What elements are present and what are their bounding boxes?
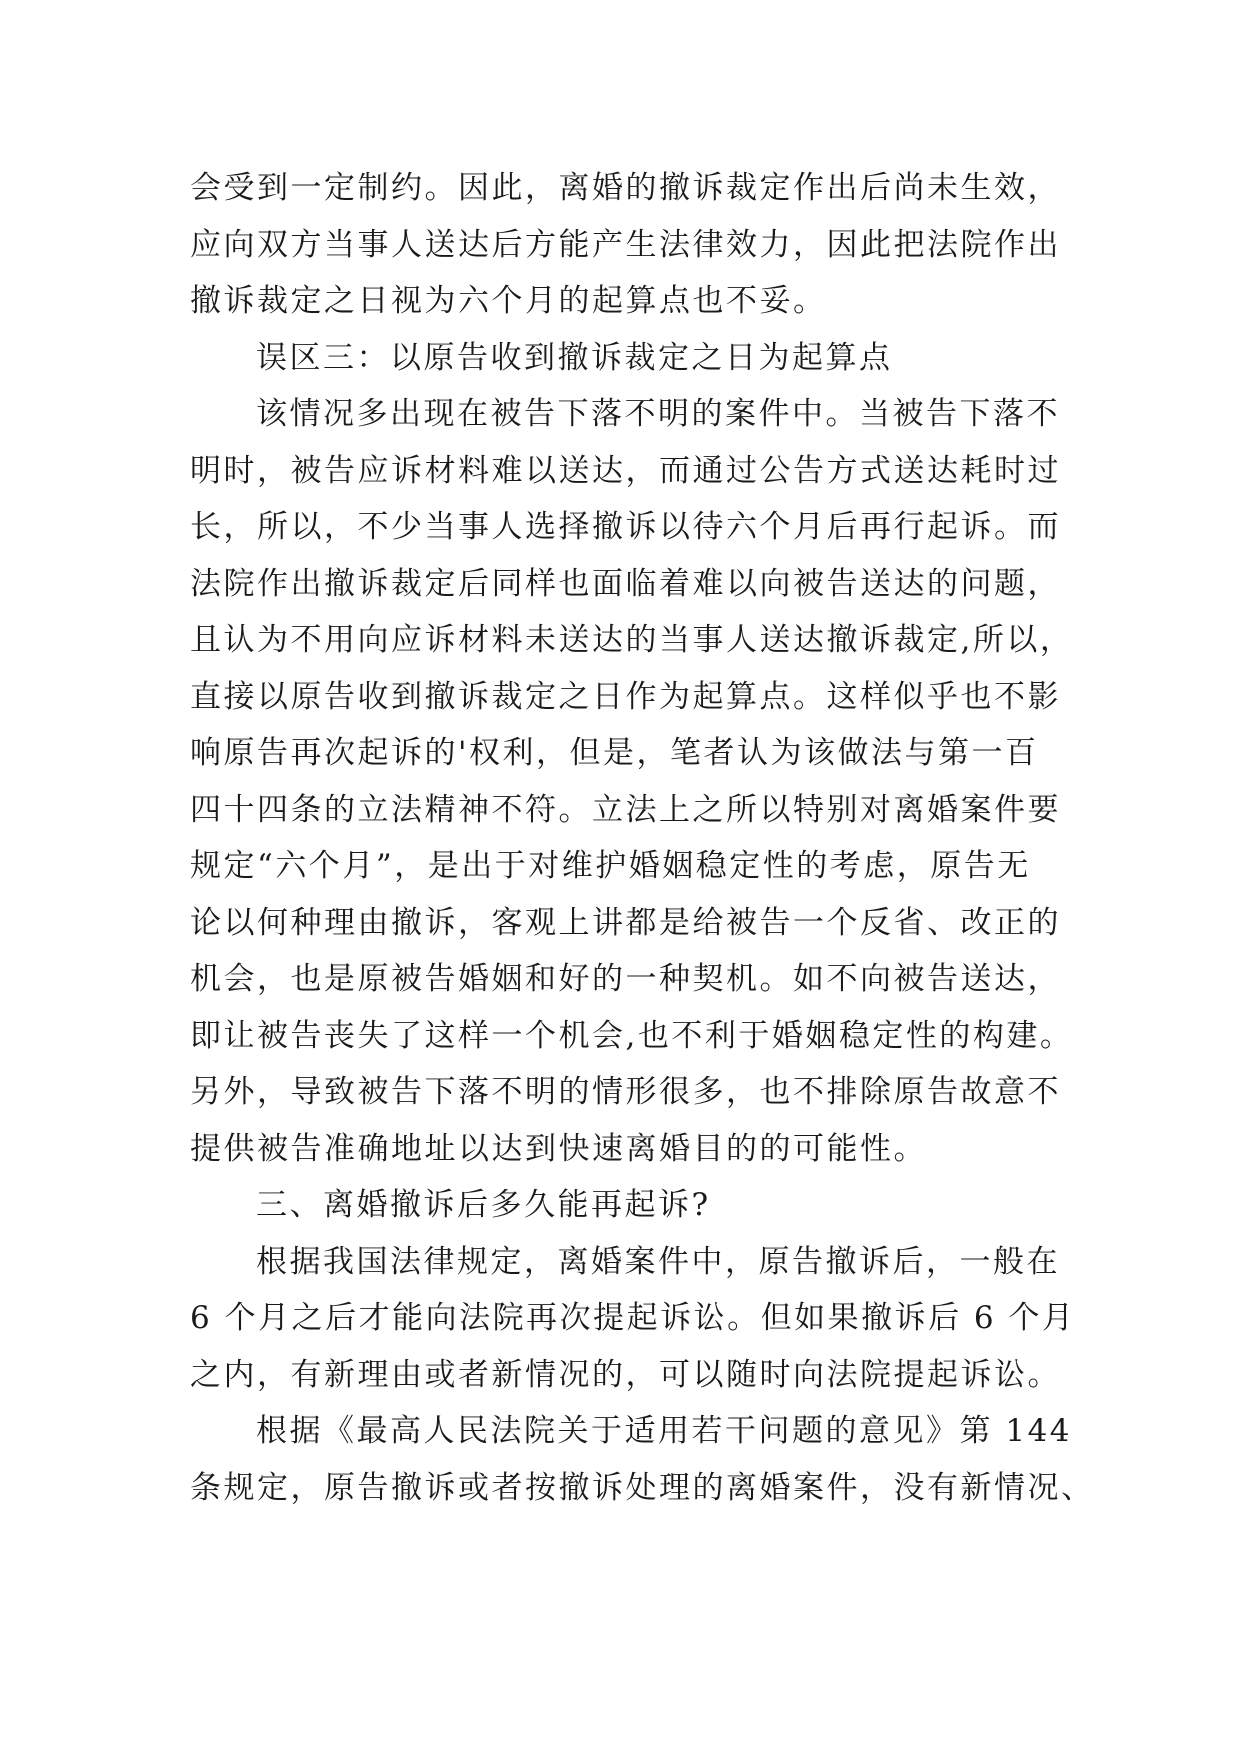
document-body xyxy=(190,160,1095,1516)
text-line: 直接以原告收到撤诉裁定之日作为起算点。这样似乎也不影 xyxy=(190,678,1061,715)
text-line: 且认为不用向应诉材料未送达的当事人送达撤诉裁定,所以， xyxy=(190,622,1074,658)
text-line: 该情况多出现在被告下落不明的案件中。当被告下落不 xyxy=(256,396,1060,432)
text-line: 条规定，原告撤诉或者按撤诉处理的离婚案件，没有新情况、 xyxy=(190,1469,1095,1506)
text-line: 撤诉裁定之日视为六个月的起算点也不妥。 xyxy=(190,283,827,319)
text-line: 法院作出撤诉裁定后同样也面临着难以向被告送达的问题， xyxy=(190,565,1061,602)
text-line: 机会，也是原被告婚姻和好的一种契机。如不向被告送达， xyxy=(190,961,1061,997)
text-line: 误区三：以原告收到撤诉裁定之日为起算点 xyxy=(256,339,893,376)
text-line: 即让被告丧失了这样一个机会,也不利于婚姻稳定性的构建。 xyxy=(190,1017,1074,1054)
text-line: 另外，导致被告下落不明的情形很多，也不排除原告故意不 xyxy=(190,1074,1061,1110)
text-line: 长，所以，不少当事人选择撤诉以待六个月后再行起诉。而 xyxy=(190,509,1061,545)
text-line: 提供被告准确地址以达到快速离婚目的的可能性。 xyxy=(190,1130,927,1167)
text-line: 根据《最高人民法院关于适用若干问题的意见》第 144 xyxy=(256,1413,1073,1449)
text-line: 规定“六个月”，是出于对维护婚姻稳定性的考虑，原告无 xyxy=(190,848,1031,884)
text-line: 会受到一定制约。因此，离婚的撤诉裁定作出后尚未生效， xyxy=(190,170,1061,206)
text-line: 6 个月之后才能向法院再次提起诉讼。但如果撤诉后 6 个月 xyxy=(190,1300,1076,1336)
text-line: 应向双方当事人送达后方能产生法律效力，因此把法院作出 xyxy=(190,226,1061,263)
text-line: 论以何种理由撤诉，客观上讲都是给被告一个反省、改正的 xyxy=(190,904,1061,941)
text-line: 四十四条的立法精神不符。立法上之所以特别对离婚案件要 xyxy=(190,791,1061,828)
text-line: 三、离婚撤诉后多久能再起诉? xyxy=(256,1187,711,1223)
text-line: 明时，被告应诉材料难以送达，而通过公告方式送达耗时过 xyxy=(190,452,1061,489)
text-line: 根据我国法律规定，离婚案件中，原告撤诉后，一般在 xyxy=(256,1243,1060,1280)
text-line: 之内，有新理由或者新情况的，可以随时向法院提起诉讼。 xyxy=(190,1356,1061,1393)
text-line: 响原告再次起诉的'权利，但是，笔者认为该做法与第一百 xyxy=(190,735,1039,771)
